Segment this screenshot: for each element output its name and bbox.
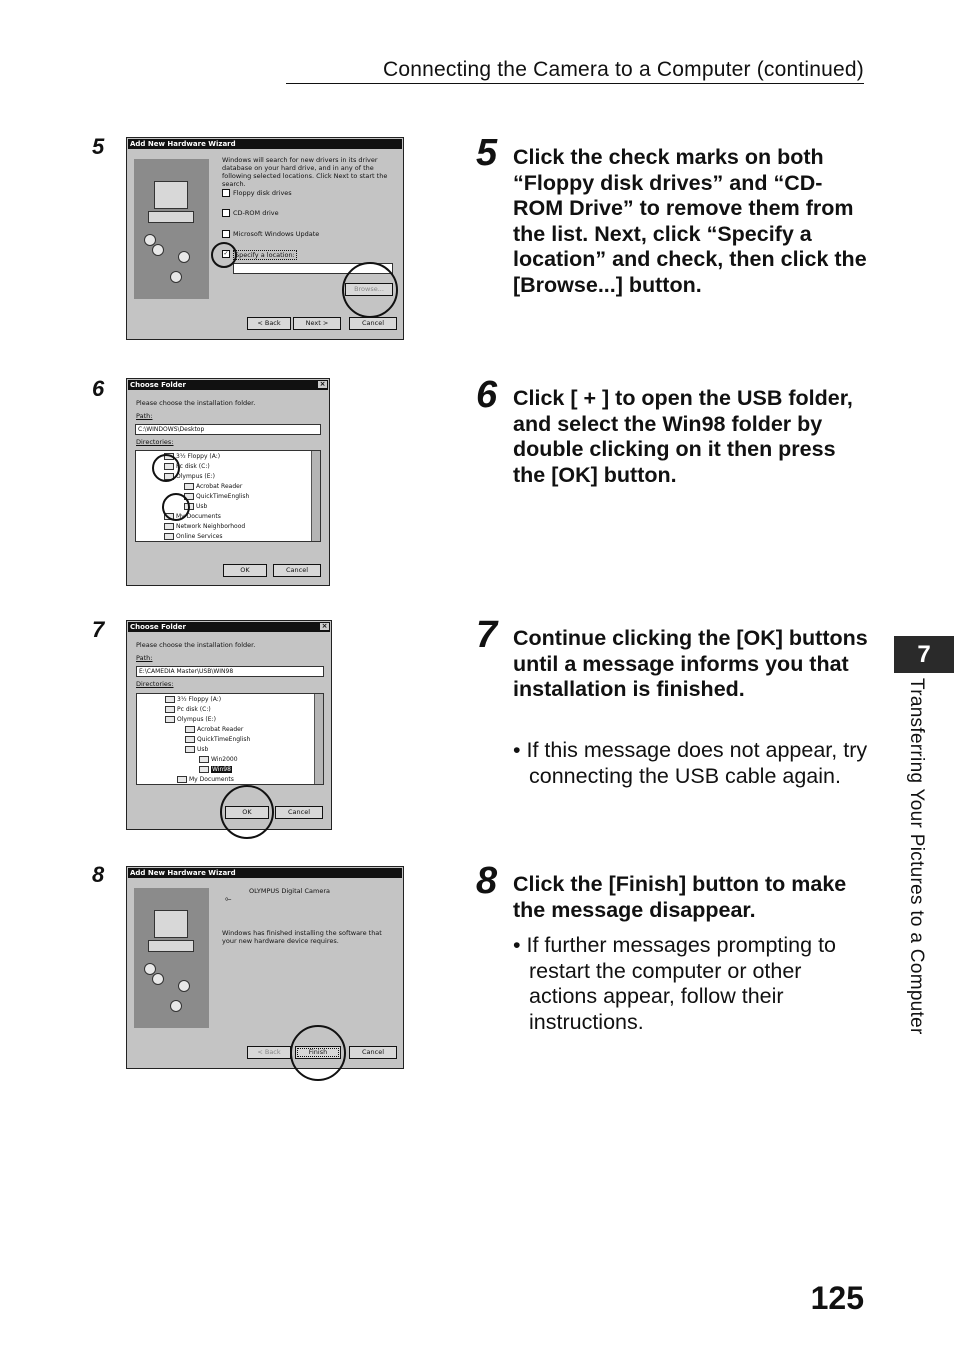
floppy-checkbox[interactable] [222, 189, 230, 197]
highlight-circle [162, 493, 190, 521]
cdrom-option-label: CD-ROM drive [233, 209, 279, 217]
step-number-6: 6 [476, 374, 498, 416]
step-7-instruction: Continue clicking the [OK] buttons until a message informs you that installation is finished. [513, 626, 868, 702]
close-icon[interactable]: × [321, 622, 328, 630]
cancel-button[interactable]: Cancel [273, 564, 321, 577]
directories-label: Directories: [136, 438, 174, 446]
tree-item[interactable]: My Documents [177, 776, 234, 784]
highlight-circle [211, 242, 237, 268]
wizard-illustration [134, 159, 209, 299]
dialog-title [128, 380, 328, 390]
next-button[interactable]: Next > [293, 317, 341, 330]
cancel-button[interactable]: Cancel [349, 317, 397, 330]
dialog-title-text: Choose Folder [130, 623, 187, 631]
step-number-8: 8 [476, 860, 498, 902]
ok-button[interactable]: OK [225, 806, 269, 819]
wizard-illustration [134, 888, 209, 1028]
step-5-instruction: Click the check marks on both “Floppy disk drives” and “CD-ROM Drive” to remove them from the list. Next, click “Specify a location” and check, then click the [Browse...] button. [513, 145, 867, 297]
cd-icon [170, 271, 182, 283]
page-header: Connecting the Camera to a Computer (continued) [286, 58, 864, 84]
tree-item[interactable]: QuickTimeEnglish [185, 736, 250, 744]
tree-item[interactable]: Usb [185, 746, 208, 754]
scrollbar[interactable] [314, 694, 323, 784]
keyboard-icon [148, 940, 194, 952]
tree-item[interactable]: 3½ Floppy (A:) [165, 696, 221, 704]
step-6-instruction: Click [ + ] to open the USB folder, and select the Win98 folder by double clicking on it then press the [OK] button. [513, 386, 853, 487]
highlight-circle [342, 262, 398, 318]
path-label: Path: [136, 654, 153, 662]
page-number: 125 [810, 1280, 864, 1316]
cd-icon [170, 1000, 182, 1012]
chapter-tab: 7 [894, 636, 954, 673]
specify-location-checkbox[interactable]: ✓ [223, 250, 229, 257]
tree-item[interactable]: Pc disk (C:) [164, 463, 210, 471]
cd-icon [152, 244, 164, 256]
browse-button[interactable]: Browse... [345, 283, 393, 296]
cancel-button[interactable]: Cancel [349, 1046, 397, 1059]
cancel-button[interactable]: Cancel [275, 806, 323, 819]
wizard-message: Windows will search for new drivers in its driver database on your hard drive, and in any of the following selected locations. Click Next to start the search. [222, 156, 388, 188]
tree-item[interactable]: Acrobat Reader [185, 726, 243, 734]
windows-update-checkbox[interactable] [222, 230, 230, 238]
path-label: Path: [136, 412, 153, 420]
computer-icon [154, 181, 188, 209]
tree-item[interactable]: Acrobat Reader [184, 483, 242, 491]
specify-location-option-label: Specify a location: [235, 251, 295, 259]
keyboard-icon [148, 211, 194, 223]
usb-icon: ⟜ [225, 894, 232, 903]
highlight-circle [220, 785, 274, 839]
screenshot-label-6: 6 [92, 376, 105, 401]
tree-item[interactable]: My Documents [164, 513, 221, 521]
finish-button[interactable]: Finish [295, 1046, 341, 1059]
cd-icon [178, 980, 190, 992]
step-8-note: • If further messages prompting to restart the computer or other actions appear, follow their instructions. [513, 933, 837, 1034]
directories-label: Directories: [136, 680, 174, 688]
highlight-circle [290, 1025, 346, 1081]
tree-item[interactable]: Network Neighborhood [164, 523, 245, 531]
scrollbar[interactable] [311, 451, 320, 541]
wizard-message: Windows has finished installing the software that your new hardware device requires. [222, 929, 382, 945]
choose-folder-dialog [126, 378, 330, 586]
screenshot-label-8: 8 [92, 862, 105, 887]
ok-button[interactable]: OK [223, 564, 267, 577]
dialog-title: Add New Hardware Wizard [128, 868, 402, 878]
floppy-option-label: Floppy disk drives [233, 189, 292, 197]
folder-prompt: Please choose the installation folder. [136, 399, 256, 407]
cd-icon [178, 251, 190, 263]
tree-item[interactable]: Pc disk (C:) [165, 706, 211, 714]
tree-item[interactable]: QuickTimeEnglish [184, 493, 249, 501]
tree-item[interactable]: Win2000 [199, 756, 238, 764]
screenshot-label-7: 7 [92, 617, 105, 642]
close-icon[interactable]: × [319, 380, 326, 388]
chapter-side-label: Transferring Your Pictures to a Computer [906, 678, 927, 1035]
dialog-title-text: Choose Folder [130, 381, 187, 389]
screenshot-label-5: 5 [92, 134, 105, 159]
step-number-5: 5 [476, 132, 498, 174]
cdrom-checkbox[interactable] [222, 209, 230, 217]
dialog-title [128, 622, 330, 632]
step-7-note: • If this message does not appear, try connecting the USB cable again. [513, 738, 868, 788]
tree-item[interactable]: Online Services [164, 533, 223, 541]
tree-item[interactable]: Usb [184, 503, 207, 511]
path-input[interactable]: C:\WINDOWS\Desktop [135, 424, 321, 435]
step-8-instruction: Click the [Finish] button to make the message disappear. [513, 872, 847, 922]
tree-item-selected[interactable]: Win98 [199, 766, 232, 774]
cd-icon [152, 973, 164, 985]
tree-item[interactable]: Olympus (E:) [164, 473, 215, 481]
tree-item[interactable]: 3½ Floppy (A:) [164, 453, 220, 461]
directory-tree[interactable] [136, 693, 324, 785]
windows-update-option-label: Microsoft Windows Update [233, 230, 320, 238]
tree-item[interactable]: Olympus (E:) [165, 716, 216, 724]
add-hardware-wizard-dialog [126, 866, 404, 1069]
highlight-circle [152, 454, 180, 482]
back-button[interactable]: < Back [247, 1046, 291, 1059]
device-name: OLYMPUS Digital Camera [249, 887, 330, 895]
dialog-title: Add New Hardware Wizard [128, 139, 402, 149]
back-button[interactable]: < Back [247, 317, 291, 330]
computer-icon [154, 910, 188, 938]
path-input[interactable]: E:\CAMEDIA Master\USB\WIN98 [136, 666, 324, 677]
folder-prompt: Please choose the installation folder. [136, 641, 256, 649]
step-number-7: 7 [476, 614, 498, 656]
